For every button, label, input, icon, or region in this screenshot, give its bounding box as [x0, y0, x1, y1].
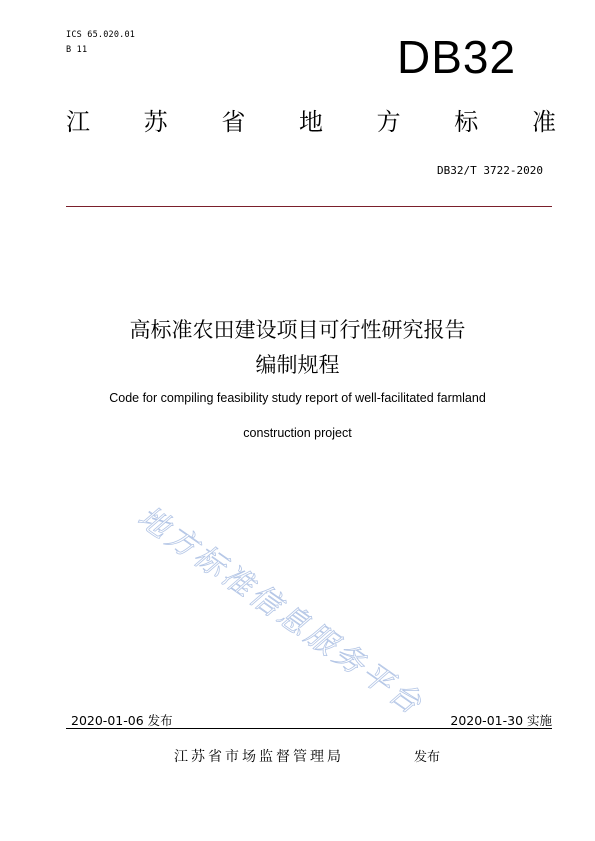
standard-type-char: 苏: [143, 108, 168, 136]
db-logo: DB32: [397, 31, 517, 83]
issue-label: 发布: [414, 750, 441, 765]
standard-type: [66, 110, 556, 134]
standard-number: DB32/T 3722-2020: [437, 164, 543, 177]
issue-date: 2020-01-06 发布: [71, 713, 173, 728]
title-english-line1: Code for compiling feasibility study report of well-facilitated farmland: [109, 391, 486, 405]
standard-type-char: 方: [376, 108, 401, 136]
footer-divider: [66, 728, 552, 729]
standard-type-char: 江: [66, 108, 90, 136]
title-chinese-line2: 编制规程: [255, 353, 340, 377]
implementation-date: 2020-01-30 实施: [450, 713, 552, 728]
title-english-line2: construction project: [243, 426, 352, 440]
standard-type-char: 标: [454, 108, 479, 136]
title-chinese-line1: 高标准农田建设项目可行性研究报告: [129, 318, 466, 342]
issuing-authority: 江苏省市场监督管理局: [174, 749, 344, 765]
standard-type-char: 省: [221, 108, 246, 136]
ics-code: ICS 65.020.01: [66, 30, 136, 40]
standard-type-char: 准: [531, 108, 556, 136]
header-divider: [66, 206, 552, 207]
watermark: 地方标准信息服务平台: [131, 499, 430, 724]
classification-code: B 11: [66, 45, 88, 55]
standard-type-char: 地: [298, 108, 323, 136]
